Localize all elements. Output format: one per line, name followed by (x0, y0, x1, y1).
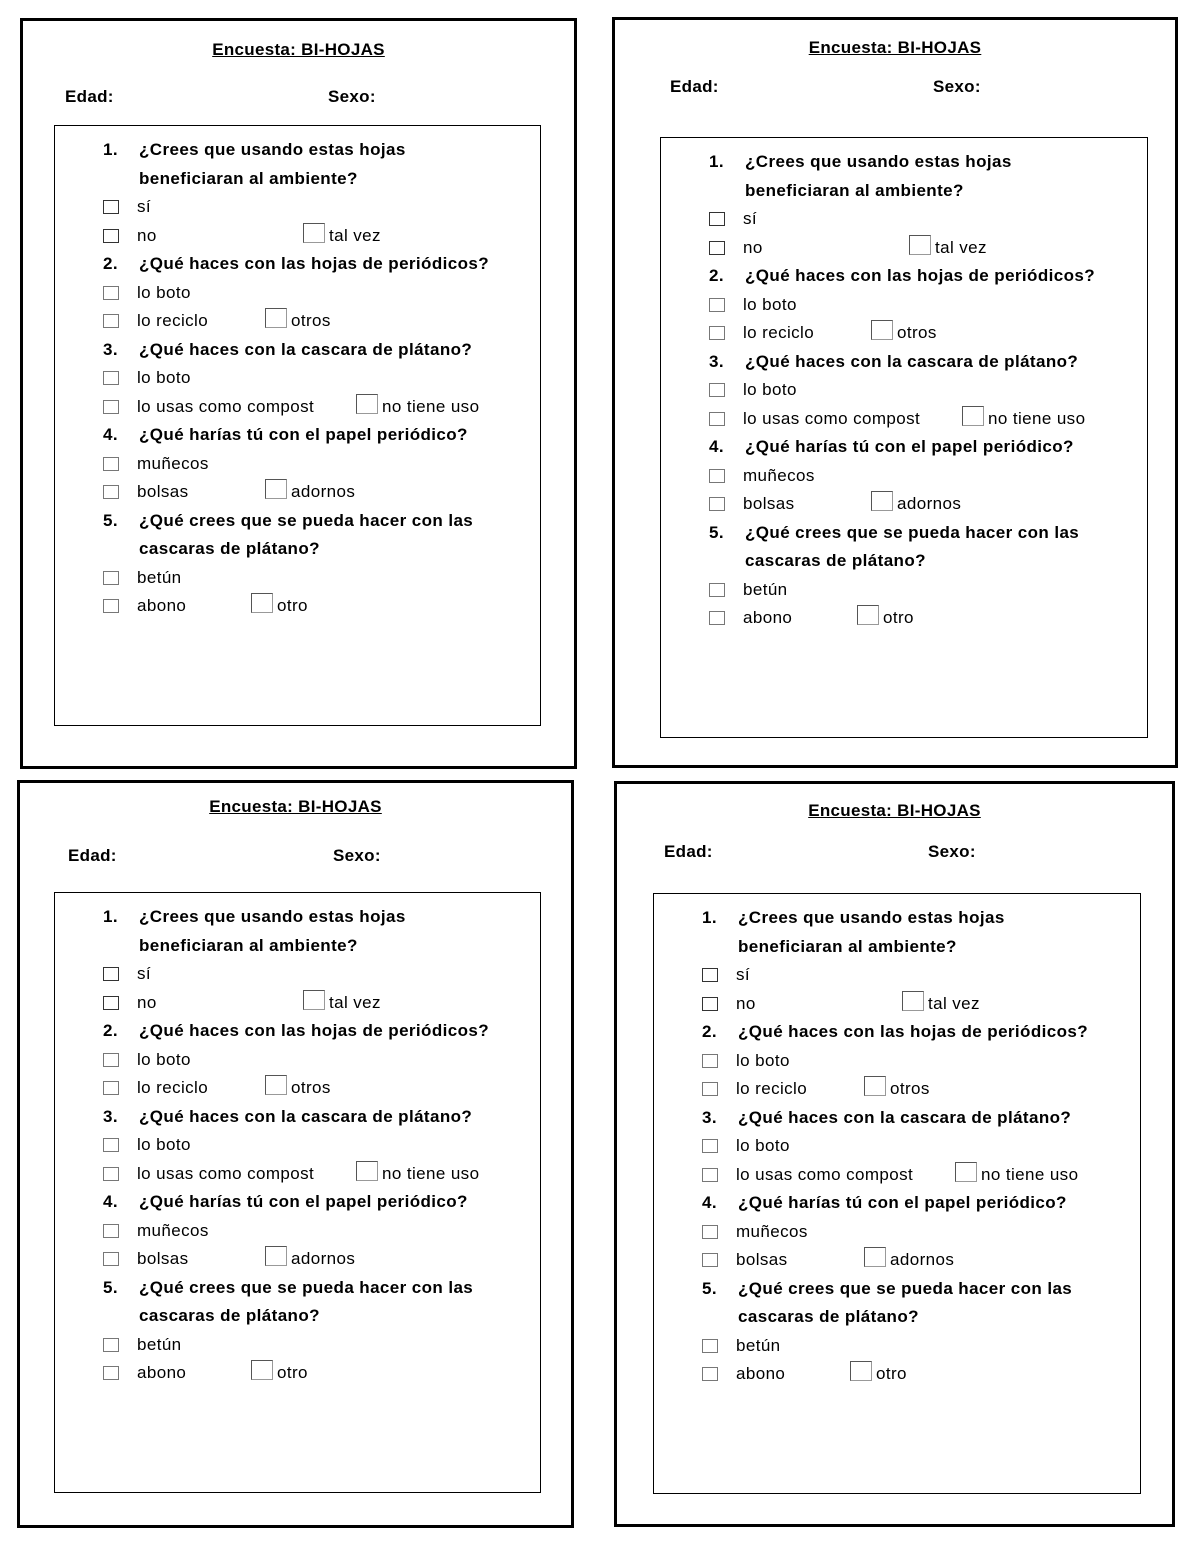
question-number: 3. (103, 1106, 118, 1126)
option-row (103, 960, 543, 989)
question-number: 4. (103, 425, 118, 445)
question-1 (103, 136, 543, 165)
edad-label: Edad: (68, 846, 117, 865)
option-row (103, 1131, 543, 1160)
option-label: bolsas (137, 482, 189, 502)
checkbox[interactable] (303, 990, 325, 1010)
question-number: 2. (709, 266, 724, 286)
option-row (103, 1331, 543, 1360)
option-label: bolsas (736, 1250, 788, 1270)
option-label: otros (897, 323, 937, 343)
question-1 (702, 904, 1142, 933)
question-number: 3. (702, 1107, 717, 1127)
option-label: no (137, 225, 157, 245)
question-text: ¿Qué crees que se pueda hacer con las (139, 510, 474, 530)
edad-label: Edad: (664, 842, 713, 861)
option-label: bolsas (137, 1249, 189, 1269)
option-row (709, 376, 1149, 405)
question-text: ¿Qué haces con la cascara de plátano? (738, 1107, 1072, 1127)
checkbox[interactable] (103, 485, 119, 499)
question-number: 2. (103, 1021, 118, 1041)
option-row (103, 393, 543, 422)
checkbox[interactable] (103, 996, 119, 1010)
option-row (709, 604, 1149, 633)
survey-title: Encuesta: BI-HOJAS (808, 38, 982, 57)
option-row (103, 1160, 543, 1189)
checkbox[interactable] (356, 1161, 378, 1181)
checkbox[interactable] (709, 497, 725, 511)
questions-list (702, 904, 1142, 1389)
question-text: ¿Qué haces con la cascara de plátano? (139, 339, 473, 359)
question-text: ¿Qué haces con las hojas de periódicos? (139, 1021, 490, 1041)
checkbox[interactable] (864, 1247, 886, 1267)
question-text: ¿Qué haces con las hojas de periódicos? (738, 1022, 1089, 1042)
questions-list (103, 136, 543, 621)
option-label: bolsas (743, 494, 795, 514)
option-label: tal vez (329, 225, 381, 245)
survey-card-top-left (20, 18, 577, 769)
option-row (103, 1359, 543, 1388)
option-label: adornos (890, 1250, 955, 1270)
option-label: abono (137, 596, 187, 616)
checkbox[interactable] (251, 593, 273, 613)
option-label: abono (137, 1363, 187, 1383)
option-row (103, 478, 543, 507)
option-label: otros (890, 1079, 930, 1099)
checkbox[interactable] (103, 286, 119, 300)
option-row (702, 1218, 1142, 1247)
question-4 (702, 1189, 1142, 1218)
question-text: beneficiaran al ambiente? (745, 180, 964, 200)
option-row (103, 989, 543, 1018)
questions-box (54, 892, 541, 1493)
option-label: otro (277, 1363, 308, 1383)
option-label: lo boto (137, 1049, 191, 1069)
option-row (103, 193, 543, 222)
option-label: adornos (897, 494, 962, 514)
question-text: beneficiaran al ambiente? (139, 935, 358, 955)
question-text: ¿Qué harías tú con el papel periódico? (738, 1193, 1067, 1213)
option-label: lo boto (743, 380, 797, 400)
option-row (103, 279, 543, 308)
checkbox[interactable] (103, 314, 119, 328)
question-number: 1. (103, 140, 118, 160)
checkbox[interactable] (103, 229, 119, 243)
option-label: muñecos (137, 1220, 209, 1240)
checkbox[interactable] (702, 1082, 718, 1096)
option-row (103, 222, 543, 251)
option-label: otro (883, 608, 914, 628)
checkbox[interactable] (702, 1339, 718, 1353)
question-number: 2. (103, 254, 118, 274)
question-text: ¿Qué haces con las hojas de periódicos? (139, 254, 490, 274)
checkbox[interactable] (265, 308, 287, 328)
option-label: no tiene uso (382, 396, 480, 416)
checkbox[interactable] (702, 997, 718, 1011)
option-row (103, 1245, 543, 1274)
question-5-cont (702, 1303, 1142, 1332)
option-label: adornos (291, 1249, 356, 1269)
checkbox[interactable] (265, 479, 287, 499)
option-row (709, 576, 1149, 605)
option-row (702, 961, 1142, 990)
option-row (709, 462, 1149, 491)
option-row (709, 234, 1149, 263)
option-label: lo usas como compost (736, 1164, 914, 1184)
option-row (702, 1047, 1142, 1076)
option-label: betún (743, 579, 788, 599)
question-5 (103, 1274, 543, 1303)
checkbox[interactable] (103, 1338, 119, 1352)
question-2 (103, 250, 543, 279)
option-row (702, 1132, 1142, 1161)
option-label: lo reciclo (137, 311, 209, 331)
option-label: lo usas como compost (137, 1163, 315, 1183)
checkbox[interactable] (702, 1168, 718, 1182)
option-label: no (736, 993, 756, 1013)
question-text: ¿Qué crees que se pueda hacer con las (745, 522, 1080, 542)
sexo-label: Sexo: (928, 842, 976, 861)
survey-card-bottom-right (614, 781, 1175, 1527)
option-label: tal vez (329, 992, 381, 1012)
checkbox[interactable] (709, 412, 725, 426)
checkbox[interactable] (103, 967, 119, 981)
question-number: 4. (103, 1192, 118, 1212)
option-row (103, 1046, 543, 1075)
question-2 (709, 262, 1149, 291)
checkbox[interactable] (103, 1138, 119, 1152)
checkbox[interactable] (356, 394, 378, 414)
checkbox[interactable] (955, 1162, 977, 1182)
checkbox[interactable] (850, 1361, 872, 1381)
checkbox[interactable] (702, 1367, 718, 1381)
option-row (103, 450, 543, 479)
question-1 (709, 148, 1149, 177)
checkbox[interactable] (962, 406, 984, 426)
checkbox[interactable] (709, 383, 725, 397)
question-number: 5. (702, 1278, 717, 1298)
survey-title: Encuesta: BI-HOJAS (808, 801, 981, 820)
question-5-cont (709, 547, 1149, 576)
question-text: ¿Qué haces con las hojas de periódicos? (745, 266, 1096, 286)
option-row (702, 1161, 1142, 1190)
option-label: lo reciclo (137, 1078, 209, 1098)
option-label: otros (291, 311, 331, 331)
question-2 (103, 1017, 543, 1046)
option-row (702, 1246, 1142, 1275)
checkbox[interactable] (103, 599, 119, 613)
option-label: adornos (291, 482, 356, 502)
question-4 (103, 421, 543, 450)
checkbox[interactable] (709, 298, 725, 312)
checkbox[interactable] (909, 235, 931, 255)
option-label: sí (137, 197, 152, 217)
option-label: abono (736, 1364, 786, 1384)
checkbox[interactable] (709, 212, 725, 226)
option-label: lo boto (736, 1136, 790, 1156)
questions-list (709, 148, 1149, 633)
option-label: lo boto (137, 282, 191, 302)
option-label: lo boto (137, 368, 191, 388)
question-text: ¿Crees que usando estas hojas (738, 908, 1005, 928)
checkbox[interactable] (871, 491, 893, 511)
option-row (702, 1075, 1142, 1104)
question-number: 1. (702, 908, 717, 928)
questions-box (653, 893, 1141, 1494)
question-text: beneficiaran al ambiente? (139, 168, 358, 188)
question-number: 3. (103, 339, 118, 359)
option-label: no (137, 992, 157, 1012)
option-label: no tiene uso (981, 1164, 1079, 1184)
option-row (709, 205, 1149, 234)
question-3 (103, 1103, 543, 1132)
survey-card-top-right (612, 17, 1178, 768)
question-text: ¿Qué harías tú con el papel periódico? (139, 425, 468, 445)
question-number: 4. (709, 437, 724, 457)
question-text: ¿Qué harías tú con el papel periódico? (745, 437, 1074, 457)
question-text: cascaras de plátano? (139, 539, 320, 559)
question-3 (702, 1104, 1142, 1133)
question-1-cont (702, 933, 1142, 962)
checkbox[interactable] (702, 968, 718, 982)
sexo-label: Sexo: (333, 846, 381, 865)
question-text: ¿Crees que usando estas hojas (745, 152, 1012, 172)
question-1 (103, 903, 543, 932)
question-1-cont (103, 932, 543, 961)
question-3 (103, 336, 543, 365)
option-label: otros (291, 1078, 331, 1098)
option-row (103, 564, 543, 593)
question-number: 3. (709, 351, 724, 371)
option-label: otro (876, 1364, 907, 1384)
questions-box (54, 125, 541, 726)
checkbox[interactable] (702, 1139, 718, 1153)
question-4 (709, 433, 1149, 462)
option-label: sí (743, 209, 758, 229)
survey-card-bottom-left (17, 780, 574, 1528)
checkbox[interactable] (103, 1167, 119, 1181)
checkbox[interactable] (103, 1053, 119, 1067)
question-1-cont (709, 177, 1149, 206)
checkbox[interactable] (251, 1360, 273, 1380)
option-label: lo boto (736, 1050, 790, 1070)
option-row (709, 291, 1149, 320)
questions-list (103, 903, 543, 1388)
option-label: lo usas como compost (137, 396, 315, 416)
question-3 (709, 348, 1149, 377)
option-label: lo boto (743, 294, 797, 314)
survey-title: Encuesta: BI-HOJAS (209, 797, 382, 816)
question-4 (103, 1188, 543, 1217)
option-row (103, 1074, 543, 1103)
checkbox[interactable] (709, 326, 725, 340)
option-row (702, 1360, 1142, 1389)
option-label: no tiene uso (988, 408, 1086, 428)
question-number: 4. (702, 1193, 717, 1213)
checkbox[interactable] (103, 571, 119, 585)
question-text: cascaras de plátano? (745, 551, 926, 571)
question-number: 5. (709, 522, 724, 542)
checkbox[interactable] (902, 991, 924, 1011)
checkbox[interactable] (265, 1075, 287, 1095)
checkbox[interactable] (103, 200, 119, 214)
option-label: muñecos (736, 1221, 808, 1241)
checkbox[interactable] (103, 457, 119, 471)
checkbox[interactable] (103, 1366, 119, 1380)
question-5-cont (103, 535, 543, 564)
question-text: cascaras de plátano? (139, 1306, 320, 1326)
option-label: muñecos (743, 465, 815, 485)
option-label: otro (277, 596, 308, 616)
checkbox[interactable] (103, 1081, 119, 1095)
option-label: lo usas como compost (743, 408, 921, 428)
question-text: ¿Crees que usando estas hojas (139, 907, 406, 927)
option-label: no tiene uso (382, 1163, 480, 1183)
option-label: no (743, 237, 763, 257)
option-label: betún (736, 1335, 781, 1355)
question-2 (702, 1018, 1142, 1047)
checkbox[interactable] (702, 1225, 718, 1239)
option-row (709, 405, 1149, 434)
question-text: ¿Qué harías tú con el papel periódico? (139, 1192, 468, 1212)
option-row (702, 990, 1142, 1019)
option-row (103, 364, 543, 393)
checkbox[interactable] (709, 583, 725, 597)
survey-title: Encuesta: BI-HOJAS (212, 40, 385, 59)
option-label: sí (137, 964, 152, 984)
question-5-cont (103, 1302, 543, 1331)
edad-label: Edad: (670, 77, 719, 96)
option-label: betún (137, 567, 182, 587)
checkbox[interactable] (864, 1076, 886, 1096)
question-5 (709, 519, 1149, 548)
checkbox[interactable] (702, 1253, 718, 1267)
checkbox[interactable] (103, 1252, 119, 1266)
option-label: tal vez (928, 993, 980, 1013)
option-label: lo boto (137, 1135, 191, 1155)
checkbox[interactable] (709, 469, 725, 483)
checkbox[interactable] (265, 1246, 287, 1266)
option-label: lo reciclo (743, 323, 815, 343)
question-1-cont (103, 165, 543, 194)
option-row (103, 307, 543, 336)
question-number: 5. (103, 1277, 118, 1297)
question-text: ¿Qué crees que se pueda hacer con las (139, 1277, 474, 1297)
question-number: 5. (103, 510, 118, 530)
question-text: ¿Qué haces con la cascara de plátano? (139, 1106, 473, 1126)
checkbox[interactable] (709, 611, 725, 625)
edad-label: Edad: (65, 87, 114, 106)
question-number: 2. (702, 1022, 717, 1042)
checkbox[interactable] (857, 605, 879, 625)
question-text: beneficiaran al ambiente? (738, 936, 957, 956)
question-text: ¿Qué haces con la cascara de plátano? (745, 351, 1079, 371)
checkbox[interactable] (303, 223, 325, 243)
option-label: betún (137, 1334, 182, 1354)
option-label: abono (743, 608, 793, 628)
checkbox[interactable] (871, 320, 893, 340)
option-row (702, 1332, 1142, 1361)
question-text: ¿Qué crees que se pueda hacer con las (738, 1278, 1073, 1298)
question-text: cascaras de plátano? (738, 1307, 919, 1327)
checkbox[interactable] (103, 371, 119, 385)
questions-box (660, 137, 1148, 738)
question-text: ¿Crees que usando estas hojas (139, 140, 406, 160)
option-label: lo reciclo (736, 1079, 808, 1099)
question-number: 1. (103, 907, 118, 927)
checkbox[interactable] (103, 400, 119, 414)
option-label: muñecos (137, 453, 209, 473)
question-5 (103, 507, 543, 536)
option-label: sí (736, 965, 751, 985)
checkbox[interactable] (103, 1224, 119, 1238)
sexo-label: Sexo: (328, 87, 376, 106)
option-label: tal vez (935, 237, 987, 257)
option-row (709, 490, 1149, 519)
checkbox[interactable] (702, 1054, 718, 1068)
option-row (709, 319, 1149, 348)
option-row (103, 592, 543, 621)
checkbox[interactable] (709, 241, 725, 255)
sexo-label: Sexo: (933, 77, 981, 96)
option-row (103, 1217, 543, 1246)
question-number: 1. (709, 152, 724, 172)
question-5 (702, 1275, 1142, 1304)
